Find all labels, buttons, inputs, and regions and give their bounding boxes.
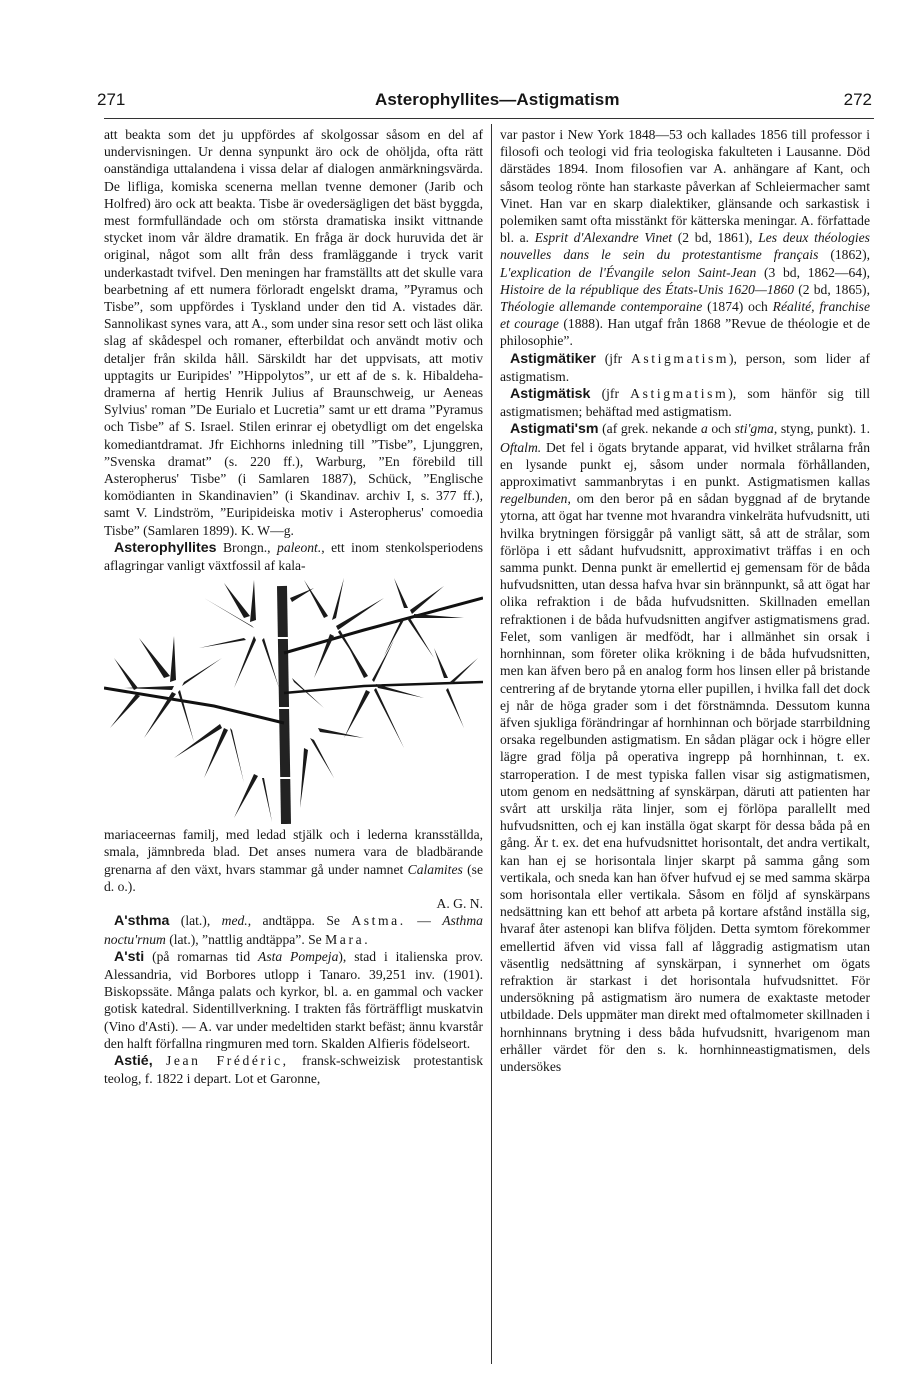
header-rule bbox=[104, 118, 874, 119]
headword: Astigmati'sm bbox=[510, 421, 599, 438]
column-divider bbox=[491, 124, 492, 1364]
entry-astigmatiker: Astigmätiker (jfr Astigmatism), person, som lider af astigmatism. bbox=[500, 350, 870, 384]
entry-astie: Astié, Jean Frédéric, fransk-schweizisk protestantisk teolog, f. 1822 i depart. Lot et Garonne, bbox=[104, 1052, 483, 1087]
headword: Asterophyllites bbox=[114, 539, 217, 556]
entry-asterophyllites: Asterophyllites Brongn., paleont., ett inom stenkolsperiodens aflagringar vanligt växtfossil af kala- bbox=[104, 539, 483, 574]
entry-asti: A'sti (på romarnas tid Asta Pompeja), stad i italienska prov. Alessandria, vid Borbores utlopp i Tanaro. 39,251 inv. (1901). Biskopssäte. Många palats och kyrkor, bl. a. en gammal och vacker gotisk katedral. Sidentillverkning. I trakten fås förträffligt muskatvin (Vino d'Asti). — A. var under medeltiden starkt befäst; ännu kvarstår den halft förfallna ringmuren med torn. Skalden Alfieris födelseort. bbox=[104, 948, 484, 1051]
cross-reference: Mara. bbox=[325, 931, 371, 947]
signature: A. G. N. bbox=[436, 896, 483, 912]
left-column bbox=[104, 126, 483, 1087]
cross-reference: Astigmatism bbox=[630, 350, 730, 366]
headword: A'sti bbox=[114, 948, 145, 965]
cross-reference: Astma. bbox=[351, 913, 406, 929]
running-head: Asterophyllites—Astigmatism bbox=[375, 90, 620, 109]
page-header bbox=[0, 88, 920, 118]
entry-astigmatisk: Astigmätisk (jfr Astigmatism), som hänför sig till astigmatismen; behäftad med astigmatism. bbox=[500, 386, 870, 420]
asterophyllites-fossil-illustration bbox=[104, 578, 483, 824]
signature: K. W—g. bbox=[240, 522, 294, 538]
headword: Astié, bbox=[114, 1052, 153, 1069]
headword: A'sthma bbox=[114, 913, 170, 930]
right-column bbox=[500, 126, 870, 1075]
headword: Astigmätiker bbox=[510, 350, 596, 367]
entry-astie-cont: var pastor i New York 1848—53 och kallades 1856 till professor i filosofi och teologi vid fria teologiska fakulteten i Lausanne. Död därstädes 1894. Inom filosofien var A. anhängare af Kant, och såsom teolog rönte han starkaste påverkan af Schleiermacher samt Vinet. Han var en skarp dialektiker, glänsande och sarkastisk i polemiken samt ofta misstänkt för kätterska meningar. A. författade bl. a. Esprit d'Alexandre Vinet (2 bd, 1861), Les deux théologies nouvelles dans le sein du protestantisme français (1862), L'explication de l'Évangile selon Saint-Jean (3 bd, 1862—64), Histoire de la république des États-Unis 1620—1860 (2 bd, 1865), Théologie allemande contemporaine (1874) och Réalité, franchise et courage (1888). Han utgaf från 1868 ”Revue de théologie et de philosophie”. bbox=[500, 127, 870, 349]
tisbe-continuation: att beakta som det ju uppfördes af skolgossar såsom en del af undervisningen. Ur denna synpunkt äro ock de ohöljda, ofta rätt oanständiga uttalandena i vissa delar af dialogen anmärkningsvärda. De lifliga, komiska scenerna mellan tvenne demoner (Jarib och Holfred) äro ock att beakta. Tisbe är ovedersägligen det bäst byggda, mest formfulländade och om största dramatiska insikt vittnande stycket inom vår äldre dramatik. En fråga är dock huruvida det är original, något som allt från dess framläggande i tryck varit underkastadt tvifvel. Den meningen har framställts att det skulle vara bearbetning af ett numera förloradt engelskt drama, ”Pyramus och Tisbe”, som uppfördes i Tyskland under den tid A. vistades där. Sannolikast synes vara, att A., som under sina resor sett och läst olika slag af skådespel och romaner, efterbildat och användt motiv och detaljer från skilda håll. Särskildt har det uppvisats, att motiv upptagits ur Euripides' ”Hippolytos”, ur ett af de s. k. Hibaldeha-dramerna af hertig Henrik Julius af Braunschweig, ur Aeneas Sylvius' roman ”De Eurialo et Lucretia” samt ur ett drama ”Pyramus och Tisbe” af S. Israel. Stilen erinrar ej obetydligt om det engelska komediantdramat. Jfr Eichhorns inledning till ”Tisbe”, Ljunggren, ”Svenska dramat” (s. 220 ff.), Warburg, ”En förebild till Asteropherus' Tisbe” (i Samlaren 1887), Schück, ”Englische komödianten in Skandinavien” (i Skandinav. archiv I, s. 377 ff.), samt V. Lindström, ”Euripideiska motiv i Asteropherus' comoedia Tisbe” (Samlaren 1899). K. W—g. bbox=[104, 127, 483, 538]
headword: Astigmätisk bbox=[510, 386, 591, 403]
entry-asterophyllites-cont: mariaceernas familj, med ledad stjälk och i lederna kransställda, smala, jämnbreda blad. Det anses numera vara de bladbärande grenarna af den växt, hvars stammar gå under namnet Calamites (se d. o.). A. G. N. bbox=[104, 827, 483, 912]
entry-astigmatism: Astigmati'sm (af grek. nekande a och sti'gma, styng, punkt). 1. Oftalm. Det fel i ögats brytande apparat, vid hvilket strålarna från en lysande punkt ej, såsom under normala förhållanden, approximativt sammanbrytas i en punkt. Astigmatismen kallas regelbunden, om den beror på en sådan byggnad af de brytande ytorna, att ögat har tvenne mot hvarandra vinkelräta hufvudsnitt, uti hvilka brytningen försiggår på vanligt sätt, så att de strålar, som förlöpa i ett sådant hufvudsnitt, approximativt träffas i en och samma punkt. Denna punkt är emellertid ej gemensam för de båda hufvudsnitten, utan dessa hafva hvar sin brännpunkt, så att ögat har olika refraktion i de båda hufvudsnitten. Skillnaden emellan refraktionen i de båda hufvudsnitten angifver astigmatismens grad. Felet, som vanligen är medfödt, har i allmänhet sin orsak i hornhinnan, som företer olika krökning i de båda hufvudsnitten, men kan äfven bero på en analog form hos linsen eller på bristande centrering af de brytande ytorna eller pupillen, i hvilka fall det dock ej når de höga grader som i det förstnämnda. Dessutom kunna äfven sjukliga förändringar af hornhinnan och började starrbildning orsaka regelbunden astigmatism. En sådan plägar ock i högre eller lägre grad följa på operativa ingrepp på hornhinnan, t. ex. starroperation. I de mest typiska fallen visar sig astigmatismen, utom genom en nedsättning af synskärpan, däruti att patienten har svårt att urskilja räta linjer, som ej förlöpa parallellt med hufvudsnitten, och ej kan inställa ögat skarpt för dessa båda på en gång. Är t. ex. det ena hufvudsnittet horisontalt, det andra vertikalt, kan han ej se horisontala linjer skarpt på samma gång som vertikala, och sneda kan han öfver hufvud ej se med samma skärpa som horisontala eller vertikala. Såsom en följd af synskärpans nedsättning kan ett behof att arbeta på kortare afstånd inställa sig, hvaraf åter astenopi kan blifva följden. Detta symtom förekommer emellertid äfven vid vissa fall af låggradig astigmatism utan väsentlig nedsättning af synskärpan, i synnerhet om ögats refraktion är starkast i det horisontala hufvudsnittet. För undersökning på astigmatism äro numera de exaktaste metoder utbildade. Dels uppmäter man direkt med oftalmometer skillnaden i hornhinnans brytning i dess båda hufvudsnitt, hvarigenom man erhåller värdet för den s. k. hornhinneastigmatismen, dels undersökes bbox=[500, 421, 870, 1074]
cross-reference: Astigmatism bbox=[630, 386, 729, 402]
page-number-left: 271 bbox=[97, 90, 126, 109]
page-number-right: 272 bbox=[843, 90, 872, 109]
entry-asthma: A'sthma (lat.), med., andtäppa. Se Astma. — Asthma noctu'rnum (lat.), ”nattlig andtäppa”. Se Mara. bbox=[104, 913, 483, 947]
person-name: Jean Frédéric, bbox=[166, 1052, 289, 1068]
